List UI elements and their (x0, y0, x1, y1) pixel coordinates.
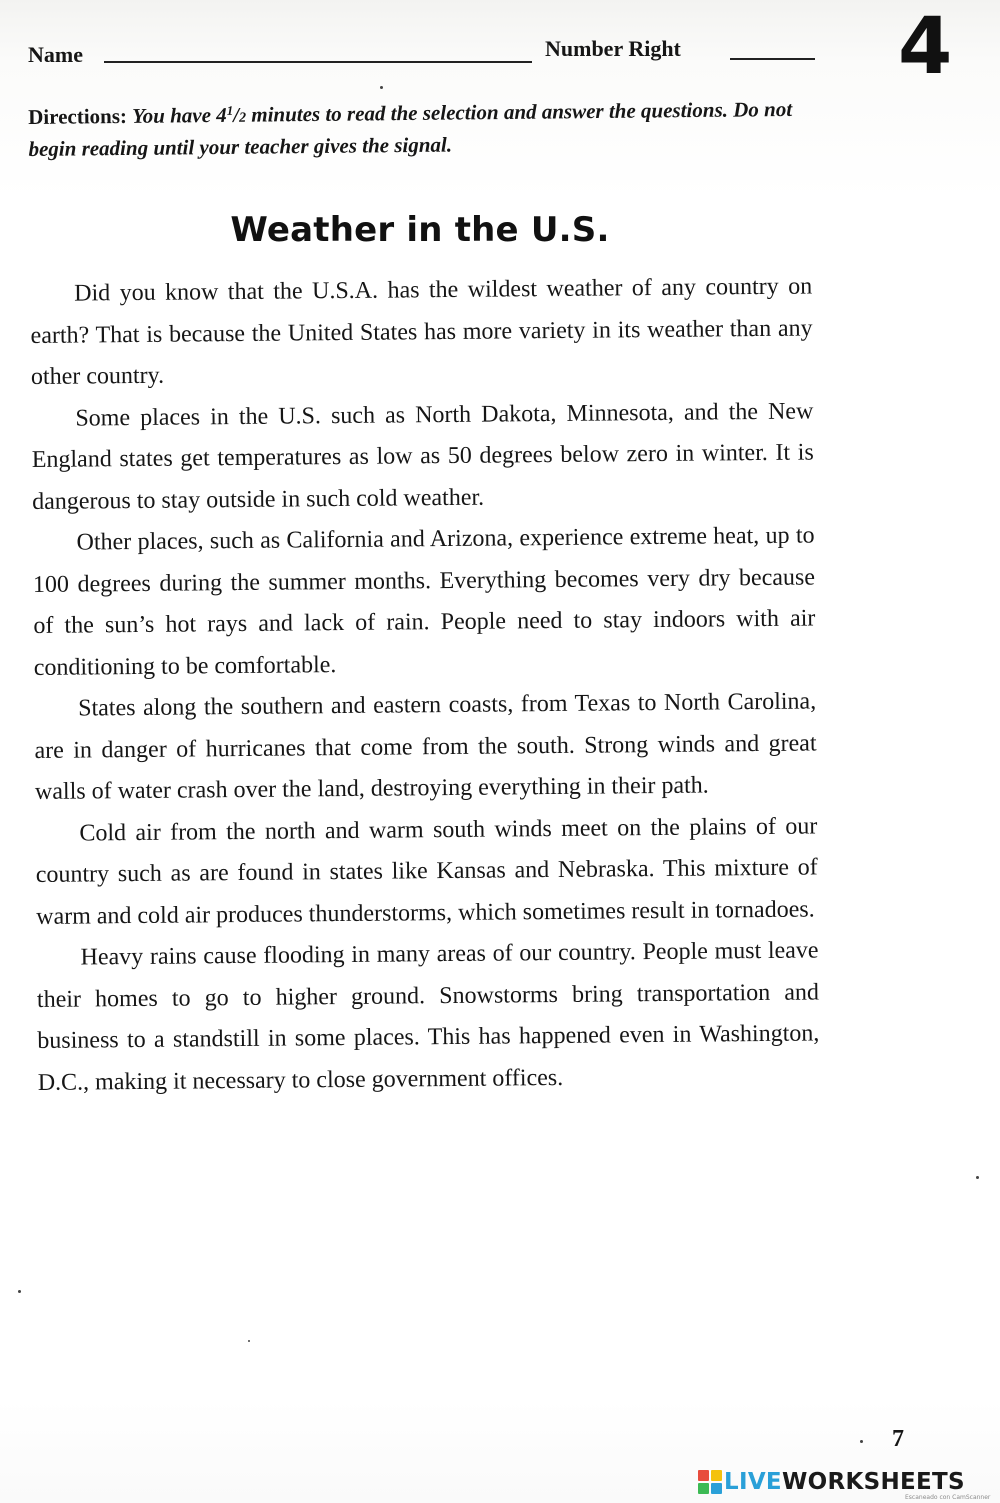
speck-dot (976, 1176, 979, 1179)
name-label: Name (28, 42, 83, 67)
header-row (28, 30, 828, 70)
directions-text (28, 97, 792, 161)
brand-rest: WORKSHEETS (781, 1469, 965, 1495)
logo-square-3 (698, 1483, 709, 1494)
paragraph-5: Cold air from the north and warm south winds meet on the plains of our country such as are found in states like Kansas and Nebraska. This mixture of warm and cold air produces thunderstorms, which sometimes result in tornadoes. (35, 812, 818, 930)
logo-square-4 (711, 1483, 722, 1494)
number-right-label: Number Right (545, 36, 681, 61)
brand-highlight: LIVE (724, 1469, 782, 1495)
speck-dot (18, 1290, 21, 1293)
speck-dot (248, 1340, 250, 1342)
name-blank-line[interactable] (104, 61, 532, 63)
number-right-blank-line[interactable] (730, 58, 815, 60)
logo-square-1 (698, 1470, 709, 1481)
paragraph-6: Heavy rains cause flooding in many areas of our country. People must leave their homes to go to higher ground. Snowstorms bring transportation and business to a standstill in some places. This has happened even in Washington, D.C., making it necessary to close government offices. (36, 937, 820, 1096)
logo-square-2 (711, 1470, 722, 1481)
lesson-number: 4 (898, 2, 951, 92)
speck-dot (860, 1440, 863, 1443)
directions-text-before: You have 4 (132, 102, 227, 128)
directions-label: Directions: (28, 103, 128, 129)
page-number: 7 (892, 1426, 904, 1452)
directions-text-after: minutes to read the selection and answer the questions. Do not begin reading until your teacher gives the signal. (28, 96, 793, 161)
speck-dot (380, 86, 383, 89)
fraction-denominator: 2 (239, 110, 247, 126)
liveworksheets-brand[interactable] (698, 1467, 965, 1497)
article-body (30, 266, 820, 1103)
scan-mark: Escaneado con CamScanner (905, 1494, 991, 1501)
paragraph-2: Some places in the U.S. such as North Dakota, Minnesota, and the New England states get temperatures as low as 50 degrees below zero in winter. It is dangerous to stay outside in such cold weather. (31, 397, 814, 515)
directions (28, 90, 809, 164)
paragraph-4: States along the southern and eastern coasts, from Texas to North Carolina, are in danger of hurricanes that come from the south. Strong winds and great walls of water crash over the land, destroying everything in their path. (34, 688, 817, 805)
fraction-separator: / (233, 102, 240, 127)
brand-text (724, 1469, 965, 1495)
article-title: Weather in the U.S. (230, 210, 610, 250)
liveworksheets-logo-icon (698, 1470, 722, 1494)
paragraph-1: Did you know that the U.S.A. has the wildest weather of any country on earth? That is because the United States has more variety in its weather than any other country. (30, 273, 813, 390)
fraction-numerator: 1 (226, 102, 234, 118)
paragraph-3: Other places, such as California and Arizona, experience extreme heat, up to 100 degrees during the summer months. Everything becomes very dry because of the sun’s hot rays and lack of rain. People need to stay indoors with air conditioning to be comfortable. (32, 522, 816, 681)
